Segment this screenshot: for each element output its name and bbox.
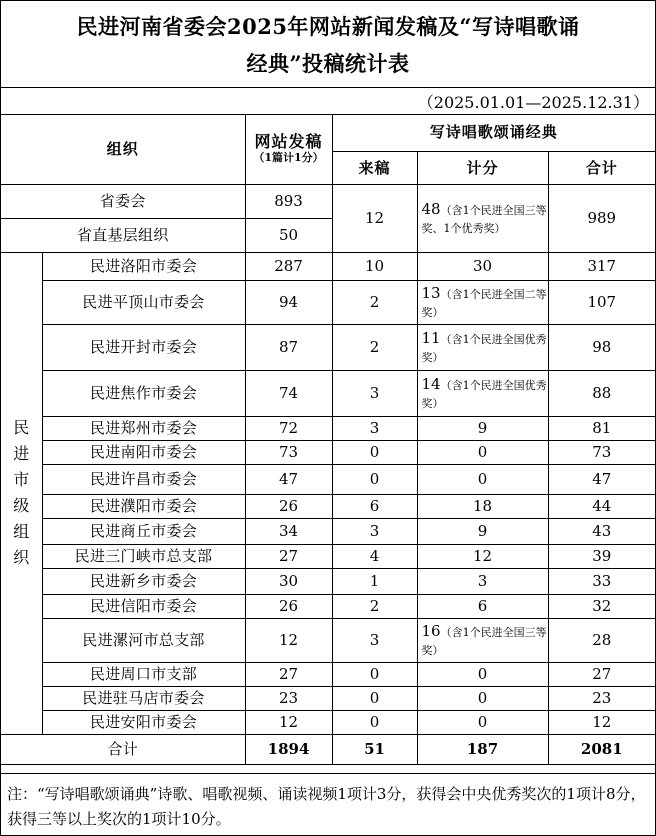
header-org: 组织 bbox=[1, 114, 245, 184]
totals-score: 187 bbox=[417, 734, 548, 764]
score-value: 18 bbox=[417, 494, 548, 518]
city-row bbox=[1, 662, 655, 686]
website-count: 30 bbox=[245, 568, 332, 594]
city-row bbox=[1, 594, 655, 618]
city-row bbox=[1, 518, 655, 544]
org-name: 民进郑州市委会 bbox=[42, 416, 245, 440]
score-note: （含1个民进全国二等奖） bbox=[421, 288, 547, 319]
score-value: 6 bbox=[417, 594, 548, 618]
header-score: 计分 bbox=[417, 151, 548, 184]
org-name: 民进开封市委会 bbox=[42, 324, 245, 370]
city-row bbox=[1, 252, 655, 280]
org-name: 民进商丘市委会 bbox=[42, 518, 245, 544]
submissions-count: 12 bbox=[332, 184, 417, 252]
submissions-count: 1 bbox=[332, 568, 417, 594]
header-total: 合计 bbox=[548, 151, 655, 184]
score-value: 13 bbox=[421, 284, 441, 302]
org-name: 民进焦作市委会 bbox=[42, 370, 245, 416]
city-row bbox=[1, 440, 655, 464]
score-value: 9 bbox=[417, 416, 548, 440]
org-name: 民进新乡市委会 bbox=[42, 568, 245, 594]
city-row bbox=[1, 464, 655, 494]
score-value: 3 bbox=[417, 568, 548, 594]
header-website-sub: （1篇计1分） bbox=[253, 151, 324, 165]
city-row bbox=[1, 494, 655, 518]
total-count: 33 bbox=[548, 568, 655, 594]
statistics-table bbox=[1, 114, 655, 765]
score-value: 9 bbox=[417, 518, 548, 544]
score-value: 0 bbox=[417, 710, 548, 734]
city-row bbox=[1, 280, 655, 324]
page-title-line-2: 经典”投稿统计表 bbox=[246, 51, 410, 76]
website-count: 23 bbox=[245, 686, 332, 710]
total-count: 73 bbox=[548, 440, 655, 464]
submissions-count: 0 bbox=[332, 662, 417, 686]
org-name: 省直基层组织 bbox=[1, 218, 245, 252]
footnote: 注：“写诗唱歌颂诵典”诗歌、唱歌视频、诵读视频1项计3分，获得会中央优秀奖次的1项计8分，获得三等以上奖次的1项计10分。 bbox=[1, 773, 655, 835]
total-count: 23 bbox=[548, 686, 655, 710]
website-count: 74 bbox=[245, 370, 332, 416]
total-count: 47 bbox=[548, 464, 655, 494]
website-count: 12 bbox=[245, 618, 332, 662]
total-count: 28 bbox=[548, 618, 655, 662]
totals-row bbox=[1, 734, 655, 764]
website-count: 27 bbox=[245, 662, 332, 686]
total-count: 43 bbox=[548, 518, 655, 544]
website-count: 73 bbox=[245, 440, 332, 464]
total-count: 88 bbox=[548, 370, 655, 416]
score-value: 48 bbox=[421, 200, 441, 218]
submissions-count: 3 bbox=[332, 618, 417, 662]
submissions-count: 2 bbox=[332, 280, 417, 324]
website-count: 34 bbox=[245, 518, 332, 544]
header-submissions: 来稿 bbox=[332, 151, 417, 184]
score-note: （含1个民进全国三等奖、1个优秀奖） bbox=[421, 204, 547, 235]
total-count: 32 bbox=[548, 594, 655, 618]
org-name: 民进驻马店市委会 bbox=[42, 686, 245, 710]
totals-label: 合计 bbox=[1, 734, 245, 764]
score-note: （含1个民进全国优秀奖） bbox=[421, 379, 547, 410]
total-count: 27 bbox=[548, 662, 655, 686]
city-row bbox=[1, 686, 655, 710]
website-count: 27 bbox=[245, 544, 332, 568]
submissions-count: 10 bbox=[332, 252, 417, 280]
submissions-count: 2 bbox=[332, 594, 417, 618]
score-value: 11 bbox=[421, 329, 441, 347]
header-row-1 bbox=[1, 114, 655, 151]
org-name: 省委会 bbox=[1, 184, 245, 218]
city-row bbox=[1, 544, 655, 568]
score-cell bbox=[417, 184, 548, 252]
score-value: 14 bbox=[421, 375, 441, 393]
submissions-count: 6 bbox=[332, 494, 417, 518]
date-range: （2025.01.01—2025.12.31） bbox=[417, 93, 649, 112]
total-count: 81 bbox=[548, 416, 655, 440]
score-value: 0 bbox=[417, 686, 548, 710]
org-name: 民进安阳市委会 bbox=[42, 710, 245, 734]
score-note: （含1个民进全国优秀奖） bbox=[421, 333, 547, 364]
score-cell bbox=[417, 324, 548, 370]
city-row bbox=[1, 416, 655, 440]
total-count: 989 bbox=[548, 184, 655, 252]
score-value: 12 bbox=[417, 544, 548, 568]
total-count: 107 bbox=[548, 280, 655, 324]
total-count: 12 bbox=[548, 710, 655, 734]
score-value: 16 bbox=[421, 622, 441, 640]
header-website-label: 网站发稿 bbox=[254, 132, 323, 152]
score-cell bbox=[417, 370, 548, 416]
date-range-row bbox=[1, 87, 655, 115]
submissions-count: 3 bbox=[332, 518, 417, 544]
city-row bbox=[1, 324, 655, 370]
website-count: 12 bbox=[245, 710, 332, 734]
city-group-label-text: 民进市级组织 bbox=[13, 418, 30, 567]
score-value: 30 bbox=[417, 252, 548, 280]
score-value: 0 bbox=[417, 464, 548, 494]
submissions-count: 0 bbox=[332, 710, 417, 734]
submissions-count: 3 bbox=[332, 416, 417, 440]
score-cell bbox=[417, 280, 548, 324]
submissions-count: 0 bbox=[332, 464, 417, 494]
header-poetry: 写诗唱歌颂诵经典 bbox=[332, 114, 655, 151]
score-value: 0 bbox=[417, 662, 548, 686]
website-count: 893 bbox=[245, 184, 332, 218]
org-name: 民进平顶山市委会 bbox=[42, 280, 245, 324]
org-name: 民进濮阳市委会 bbox=[42, 494, 245, 518]
org-name: 民进许昌市委会 bbox=[42, 464, 245, 494]
website-count: 94 bbox=[245, 280, 332, 324]
page-title-line-1: 民进河南省委会2025年网站新闻发稿及“写诗唱歌诵 bbox=[76, 14, 580, 39]
city-row bbox=[1, 710, 655, 734]
website-count: 287 bbox=[245, 252, 332, 280]
submissions-count: 3 bbox=[332, 370, 417, 416]
score-cell bbox=[417, 618, 548, 662]
city-row bbox=[1, 618, 655, 662]
title-area bbox=[1, 1, 655, 88]
org-name: 民进信阳市委会 bbox=[42, 594, 245, 618]
city-row bbox=[1, 568, 655, 594]
org-name: 民进周口市支部 bbox=[42, 662, 245, 686]
score-note: （含1个民进全国三等奖） bbox=[421, 626, 547, 657]
totals-submissions: 51 bbox=[332, 734, 417, 764]
total-count: 98 bbox=[548, 324, 655, 370]
website-count: 26 bbox=[245, 494, 332, 518]
city-group-label bbox=[1, 252, 42, 734]
org-name: 民进南阳市委会 bbox=[42, 440, 245, 464]
submissions-count: 2 bbox=[332, 324, 417, 370]
org-name: 民进三门峡市总支部 bbox=[42, 544, 245, 568]
org-name: 民进漯河市总支部 bbox=[42, 618, 245, 662]
submissions-count: 0 bbox=[332, 440, 417, 464]
website-count: 72 bbox=[245, 416, 332, 440]
website-count: 50 bbox=[245, 218, 332, 252]
totals-website: 1894 bbox=[245, 734, 332, 764]
score-value: 0 bbox=[417, 440, 548, 464]
total-count: 317 bbox=[548, 252, 655, 280]
totals-total: 2081 bbox=[548, 734, 655, 764]
total-count: 39 bbox=[548, 544, 655, 568]
website-count: 47 bbox=[245, 464, 332, 494]
header-website bbox=[245, 114, 332, 184]
submissions-count: 0 bbox=[332, 686, 417, 710]
website-count: 26 bbox=[245, 594, 332, 618]
submissions-count: 4 bbox=[332, 544, 417, 568]
org-name: 民进洛阳市委会 bbox=[42, 252, 245, 280]
website-count: 87 bbox=[245, 324, 332, 370]
total-count: 44 bbox=[548, 494, 655, 518]
provincial-row bbox=[1, 184, 655, 218]
city-row bbox=[1, 370, 655, 416]
